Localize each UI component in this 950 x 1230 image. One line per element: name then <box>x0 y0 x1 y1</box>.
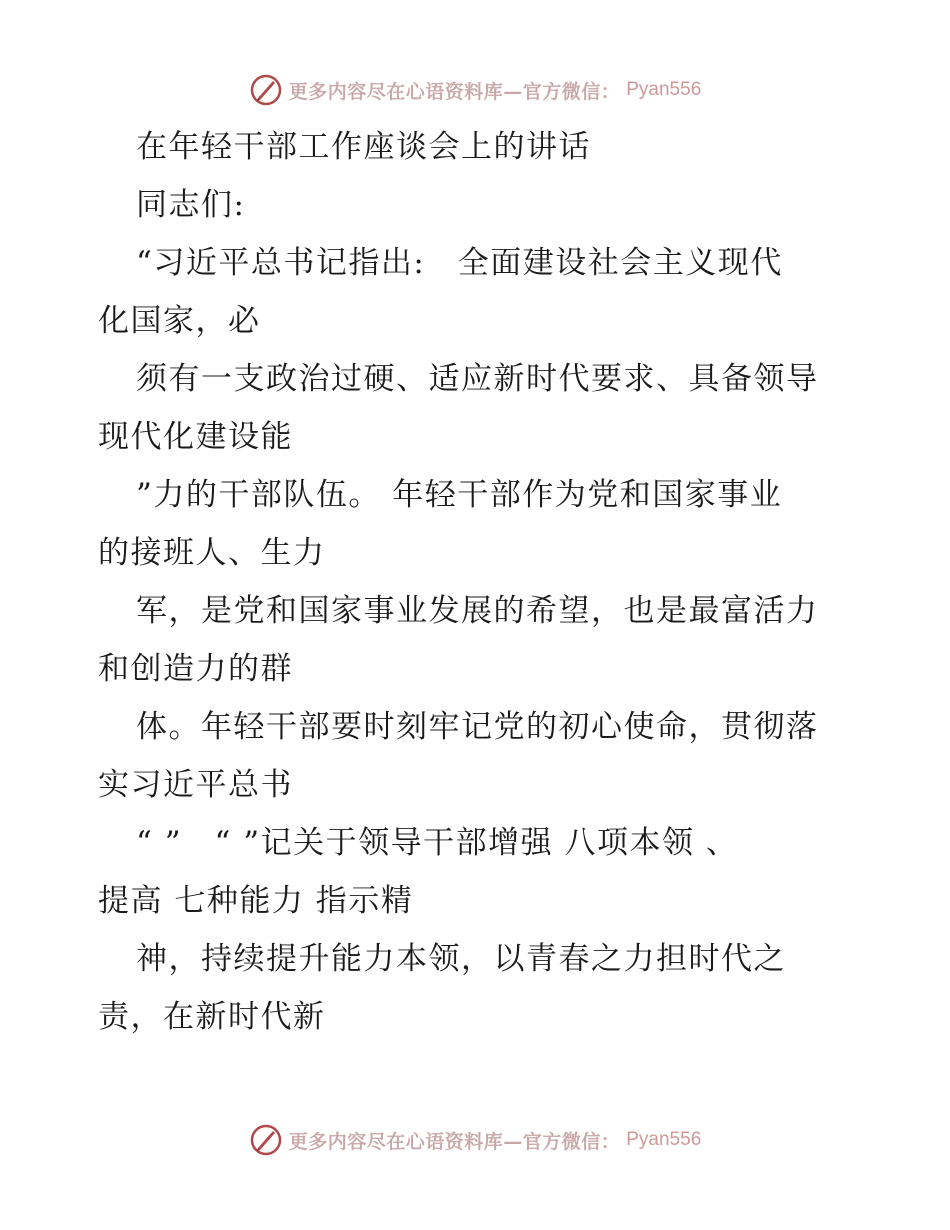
header-watermark <box>0 70 950 110</box>
paragraph-line: “习近平总书记指出: 全面建设社会主义现代 <box>136 245 783 281</box>
document-title: 在年轻干部工作座谈会上的讲话 <box>136 129 591 165</box>
watermark-id: Pyan556 <box>626 1129 702 1150</box>
paragraph-line: 须有一支政治过硬、适应新时代要求、具备领导 <box>136 361 819 397</box>
salutation: 同志们: <box>136 187 246 223</box>
watermark-id: Pyan556 <box>626 79 702 100</box>
paragraph-line: 体。年轻干部要时刻牢记党的初心使命，贯彻落 <box>136 709 819 745</box>
paragraph-line: “ ” “ ”记关于领导干部增强 八项本领 、 <box>136 825 739 861</box>
paragraph-line: 提高 七种能力 指示精 <box>98 883 414 919</box>
paragraph-line: ”力的干部队伍。 年轻干部作为党和国家事业 <box>136 477 783 513</box>
paragraph-line: 神，持续提升能力本领，以青春之力担时代之 <box>136 941 786 977</box>
paragraph-line: 和创造力的群 <box>98 651 293 687</box>
paragraph-line: 实习近平总书 <box>98 767 293 803</box>
watermark-text: 更多内容尽在心语资料库—官方微信： <box>288 1130 621 1153</box>
paragraph-line: 的接班人、生力 <box>98 535 326 571</box>
paragraph-line: 现代化建设能 <box>98 419 293 455</box>
quill-logo-icon <box>249 1123 283 1157</box>
quill-logo-icon <box>249 73 283 107</box>
document-body <box>98 118 858 1046</box>
paragraph-line: 责，在新时代新 <box>98 999 326 1035</box>
paragraph-line: 化国家，必 <box>98 303 261 339</box>
paragraph-line: 军，是党和国家事业发展的希望，也是最富活力 <box>136 593 819 629</box>
watermark-text: 更多内容尽在心语资料库—官方微信： <box>288 80 621 103</box>
footer-watermark <box>0 1120 950 1160</box>
